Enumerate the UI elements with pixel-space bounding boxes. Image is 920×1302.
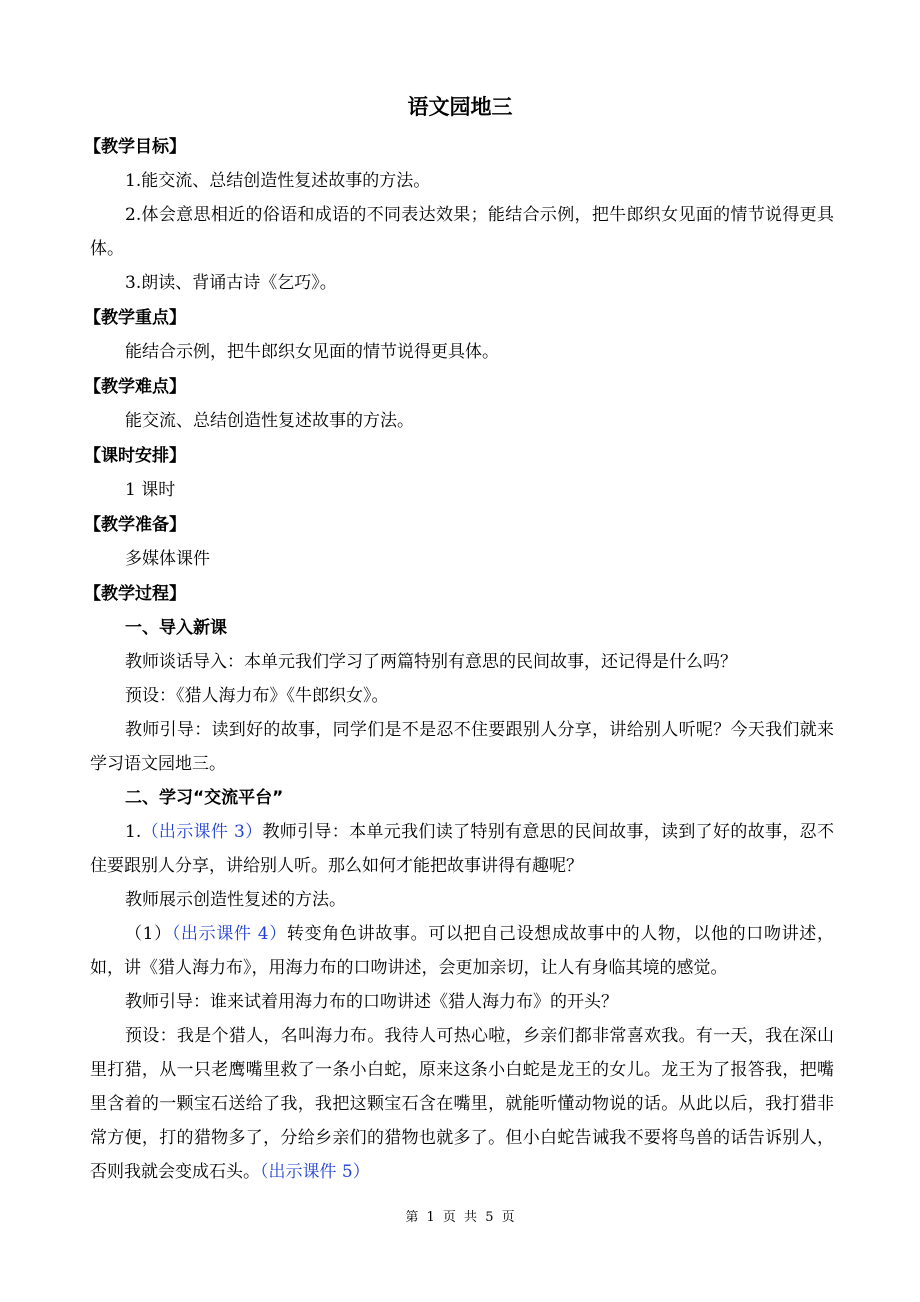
key-points-heading: 【教学重点】 [84,308,186,328]
goal-item: 1.能交流、总结创造性复述故事的方法。 [125,171,431,191]
paragraph-text: 教师引导：本单元我们读了特别有意思的民间故事，读到了好的故事，忍不住要跟别人分享，讲给别人听。那么如何才能把故事讲得有趣呢？ [90,822,834,876]
key-points-text: 能结合示例，把牛郎织女见面的情节说得更具体。 [125,342,499,362]
part2-paragraph [90,917,834,985]
document-body [84,130,834,1189]
item-number: 1. [125,822,142,842]
part2-paragraph: 教师引导：谁来试着用海力布的口吻讲述《猎人海力布》的开头？ [125,992,618,1012]
preparation-text: 多媒体课件 [125,549,210,569]
part2-paragraph [90,1019,834,1189]
difficulties-text: 能交流、总结创造性复述故事的方法。 [125,411,414,431]
item-number: （1） [125,924,172,944]
page-footer: 第 1 页 共 5 页 [405,1210,515,1225]
process-heading: 【教学过程】 [84,584,186,604]
preparation-heading: 【教学准备】 [84,515,186,535]
goal-item: 2.体会意思相近的俗语和成语的不同表达效果；能结合示例，把牛郎织女见面的情节说得更具体。 [90,205,834,259]
part1-paragraph: 预设：《猎人海力布》《牛郎织女》。 [125,686,389,706]
part1-title: 一、导入新课 [125,618,227,638]
part1-paragraph: 教师引导：读到好的故事，同学们是不是忍不住要跟别人分享，讲给别人听呢？今天我们就来学习语文园地三。 [90,720,834,774]
part2-title: 二、学习“交流平台” [125,788,284,808]
paragraph-text: 预设：我是个猎人，名叫海力布。我待人可热心啦，乡亲们都非常喜欢我。有一天，我在深山里打猎，从一只老鹰嘴里救了一条小白蛇，原来这条小白蛇是龙王的女儿。龙王为了报答我，把嘴里含着的一颗宝石送给了我，我把这颗宝石含在嘴里，就能听懂动物说的话。从此以后，我打猎非常方便，打的猎物多了，分给乡亲们的猎物也就多了。但小白蛇告诫我不要将鸟兽的话告诉别人，否则我就会变成石头。 [90,1026,834,1182]
slide-link[interactable]: （出示课件 5） [260,1162,370,1182]
difficulties-heading: 【教学难点】 [84,377,186,397]
schedule-text: 1 课时 [125,480,176,500]
slide-link[interactable]: （出示课件 4） [171,924,287,944]
part2-paragraph [90,815,834,883]
page-title: 语文园地三 [407,95,513,119]
schedule-heading: 【课时安排】 [84,446,186,466]
part1-paragraph: 教师谈话导入：本单元我们学习了两篇特别有意思的民间故事，还记得是什么吗？ [125,652,737,672]
paragraph-text: 转变角色讲故事。可以把自己设想成故事中的人物，以他的口吻讲述，如，讲《猎人海力布》，用海力布的口吻讲述，会更加亲切，让人有身临其境的感觉。 [90,924,834,978]
slide-link[interactable]: （出示课件 3） [141,822,263,842]
goal-item: 3.朗读、背诵古诗《乞巧》。 [125,273,337,293]
part2-paragraph: 教师展示创造性复述的方法。 [125,890,346,910]
goals-heading: 【教学目标】 [84,137,186,157]
